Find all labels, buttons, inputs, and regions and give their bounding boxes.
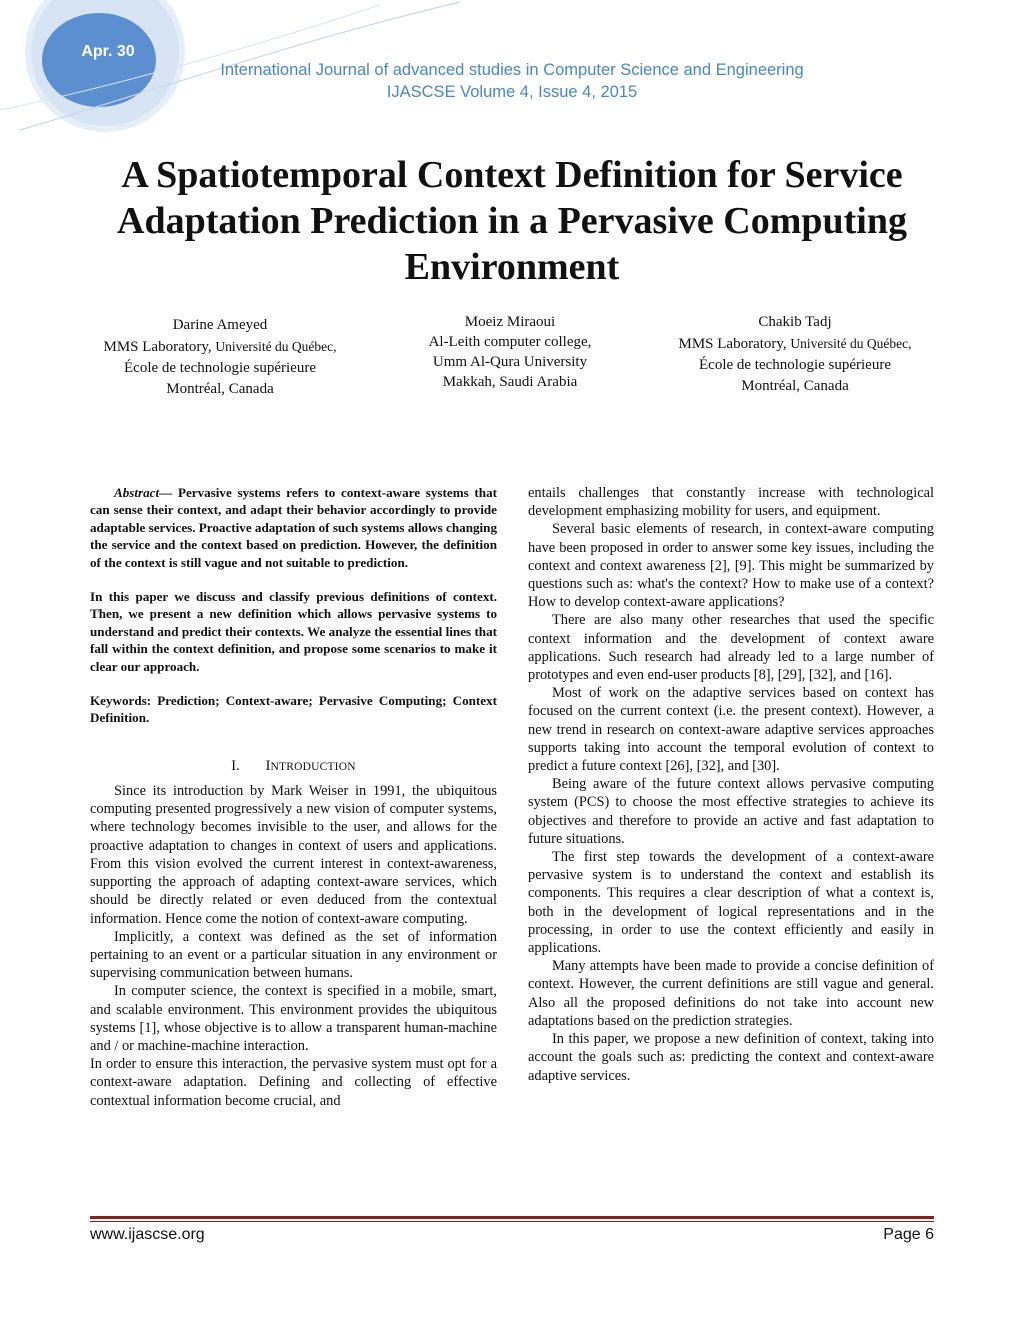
author-location: Makkah, Saudi Arabia (442, 374, 578, 390)
author-block-miraoui (360, 312, 660, 392)
journal-name: International Journal of advanced studies in Computer Science and Engineering (220, 61, 804, 79)
abstract-text-1: Pervasive systems refers to context-aware systems that can sense their context, and adapt their behavior accordingly to provide adaptable services. Proactive adaptation of such systems allows changing the service and the context based on prediction. However, the definition of the context is still vague and not suitable to prediction. (90, 485, 497, 570)
intro-paragraph-continued: entails challenges that constantly increase with technological development emphasizing mobility for users, and equipment. (528, 485, 934, 520)
footer-rule (90, 1216, 934, 1219)
author-location: Montréal, Canada (166, 381, 274, 397)
journal-volume: IJASCSE Volume 4, Issue 4, 2015 (386, 83, 638, 101)
intro-paragraph-9: The first step towards the development of a context-aware pervasive system is to understand the context and establish its components. This requires a clear description of what a context is, both in the development of logical representations and in the processing, in order to use the context efficiently and easily in applications. (528, 849, 934, 957)
paper-title-line-1: A Spatiotemporal Context Definition for Service (121, 154, 903, 196)
author-name: Chakib Tadj (758, 314, 832, 330)
footer-page-number: Page 6 (883, 1226, 934, 1243)
author-location: Montréal, Canada (741, 378, 849, 394)
abstract-label: Abstract— (114, 485, 173, 500)
intro-paragraph-5: Several basic elements of research, in context-aware computing have been proposed in order to answer some key issues, including the context and context awareness [2], [9]. This might be summarized by questions such as: what's the context? How to make use of a context? How to develop context-aware applications? (528, 521, 934, 611)
author-block-ameyed (60, 314, 380, 400)
intro-paragraph-7: Most of work on the adaptive services based on context has focused on the current context (i.e. the present context). However, a new trend in research on context-aware adaptive services approaches supports taking into account the temporal evolution of context to predict a future context [26], [32], and [30]. (528, 685, 934, 775)
right-column (528, 484, 934, 1085)
keywords: Keywords: Prediction; Context-aware; Pervasive Computing; Context Definition. (90, 693, 497, 726)
author-name: Moeiz Miraoui (464, 314, 556, 330)
section-heading-introduction (90, 757, 497, 776)
author-affiliation-school: École de technologie supérieure (699, 357, 891, 373)
intro-paragraph-8: Being aware of the future context allows pervasive computing system (PCS) to choose the most effective strategies to achieve its objectives and therefore to provide an active and fast adaptation to future situations. (528, 776, 934, 847)
author-lab-university: Université du Québec, (215, 339, 337, 354)
intro-paragraph-2: Implicitly, a context was defined as the set of information pertaining to an event or a particular situation in any environment or supervising communication between humans. (90, 928, 497, 982)
author-lab-prefix: MMS Laboratory, (678, 336, 791, 352)
footer-rule-thin (90, 1221, 934, 1222)
intro-paragraph-3: In computer science, the context is specified in a mobile, smart, and scalable environment. This environment provides the ubiquitous systems [1], whose objective is to allow a transparent human-machine and / or machine-machine interaction. (90, 983, 497, 1054)
paper-title-line-3: Environment (404, 246, 620, 288)
author-affiliation-lab (635, 333, 955, 355)
author-affiliation-college: Al-Leith computer college, (428, 334, 592, 350)
paper-title-line-2: Adaptation Prediction in a Pervasive Computing (117, 200, 907, 242)
intro-paragraph-10: Many attempts have been made to provide a concise definition of context. However, the current definitions are still vague and general. Also all the proposed definitions do not take into account new adaptations based on the prediction strategies. (528, 958, 934, 1029)
author-name: Darine Ameyed (172, 317, 268, 333)
left-column (90, 484, 497, 1110)
author-affiliation-school: École de technologie supérieure (124, 360, 316, 376)
section-number: I. (231, 757, 240, 774)
intro-paragraph-1: Since its introduction by Mark Weiser in 1991, the ubiquitous computing presented progressively a new vision of computer systems, where technology becomes invisible to the user, and allows for the proactive adaptation to changes in context of users and applications. From this vision evolved the current interest in context-awareness, supporting the approach of adapting context-aware services, which should be directly related or even deduced from the contextual information. Hence come the notion of context-aware computing. (90, 783, 497, 927)
section-title-rest: NTRODUCTION (270, 760, 356, 773)
author-affiliation-university: Umm Al-Qura University (432, 354, 588, 370)
section-title-initial: I (265, 757, 271, 774)
abstract-paragraph-2: In this paper we discuss and classify previous definitions of context. Then, we present a new definition which allows pervasive systems to understand and predict their contexts. We analyze the essential lines that fall within the context definition, and propose some scenarios to make it clear our approach. (90, 589, 497, 674)
intro-paragraph-6: There are also many other researches that used the specific context information and the development of context aware applications. Such research had already led to a large number of prototypes and even end-user products [8], [29], [32], and [16]. (528, 612, 934, 684)
paper-title (60, 152, 964, 290)
author-block-tadj (635, 312, 955, 397)
author-lab-university: Université du Québec, (790, 336, 912, 351)
footer-website: www.ijascse.org (90, 1226, 205, 1243)
abstract-paragraph-1 (90, 484, 497, 571)
author-lab-prefix: MMS Laboratory, (103, 339, 216, 355)
date-badge: Apr. 30 (81, 43, 135, 60)
intro-paragraph-11: In this paper, we propose a new definition of context, taking into account the goals such as: predicting the context and context-aware adaptive services. (528, 1031, 934, 1084)
author-affiliation-lab (60, 336, 380, 358)
intro-paragraph-4: In order to ensure this interaction, the pervasive system must opt for a context-aware adaptation. Defining and collecting of effective contextual information become crucial, and (90, 1056, 497, 1109)
